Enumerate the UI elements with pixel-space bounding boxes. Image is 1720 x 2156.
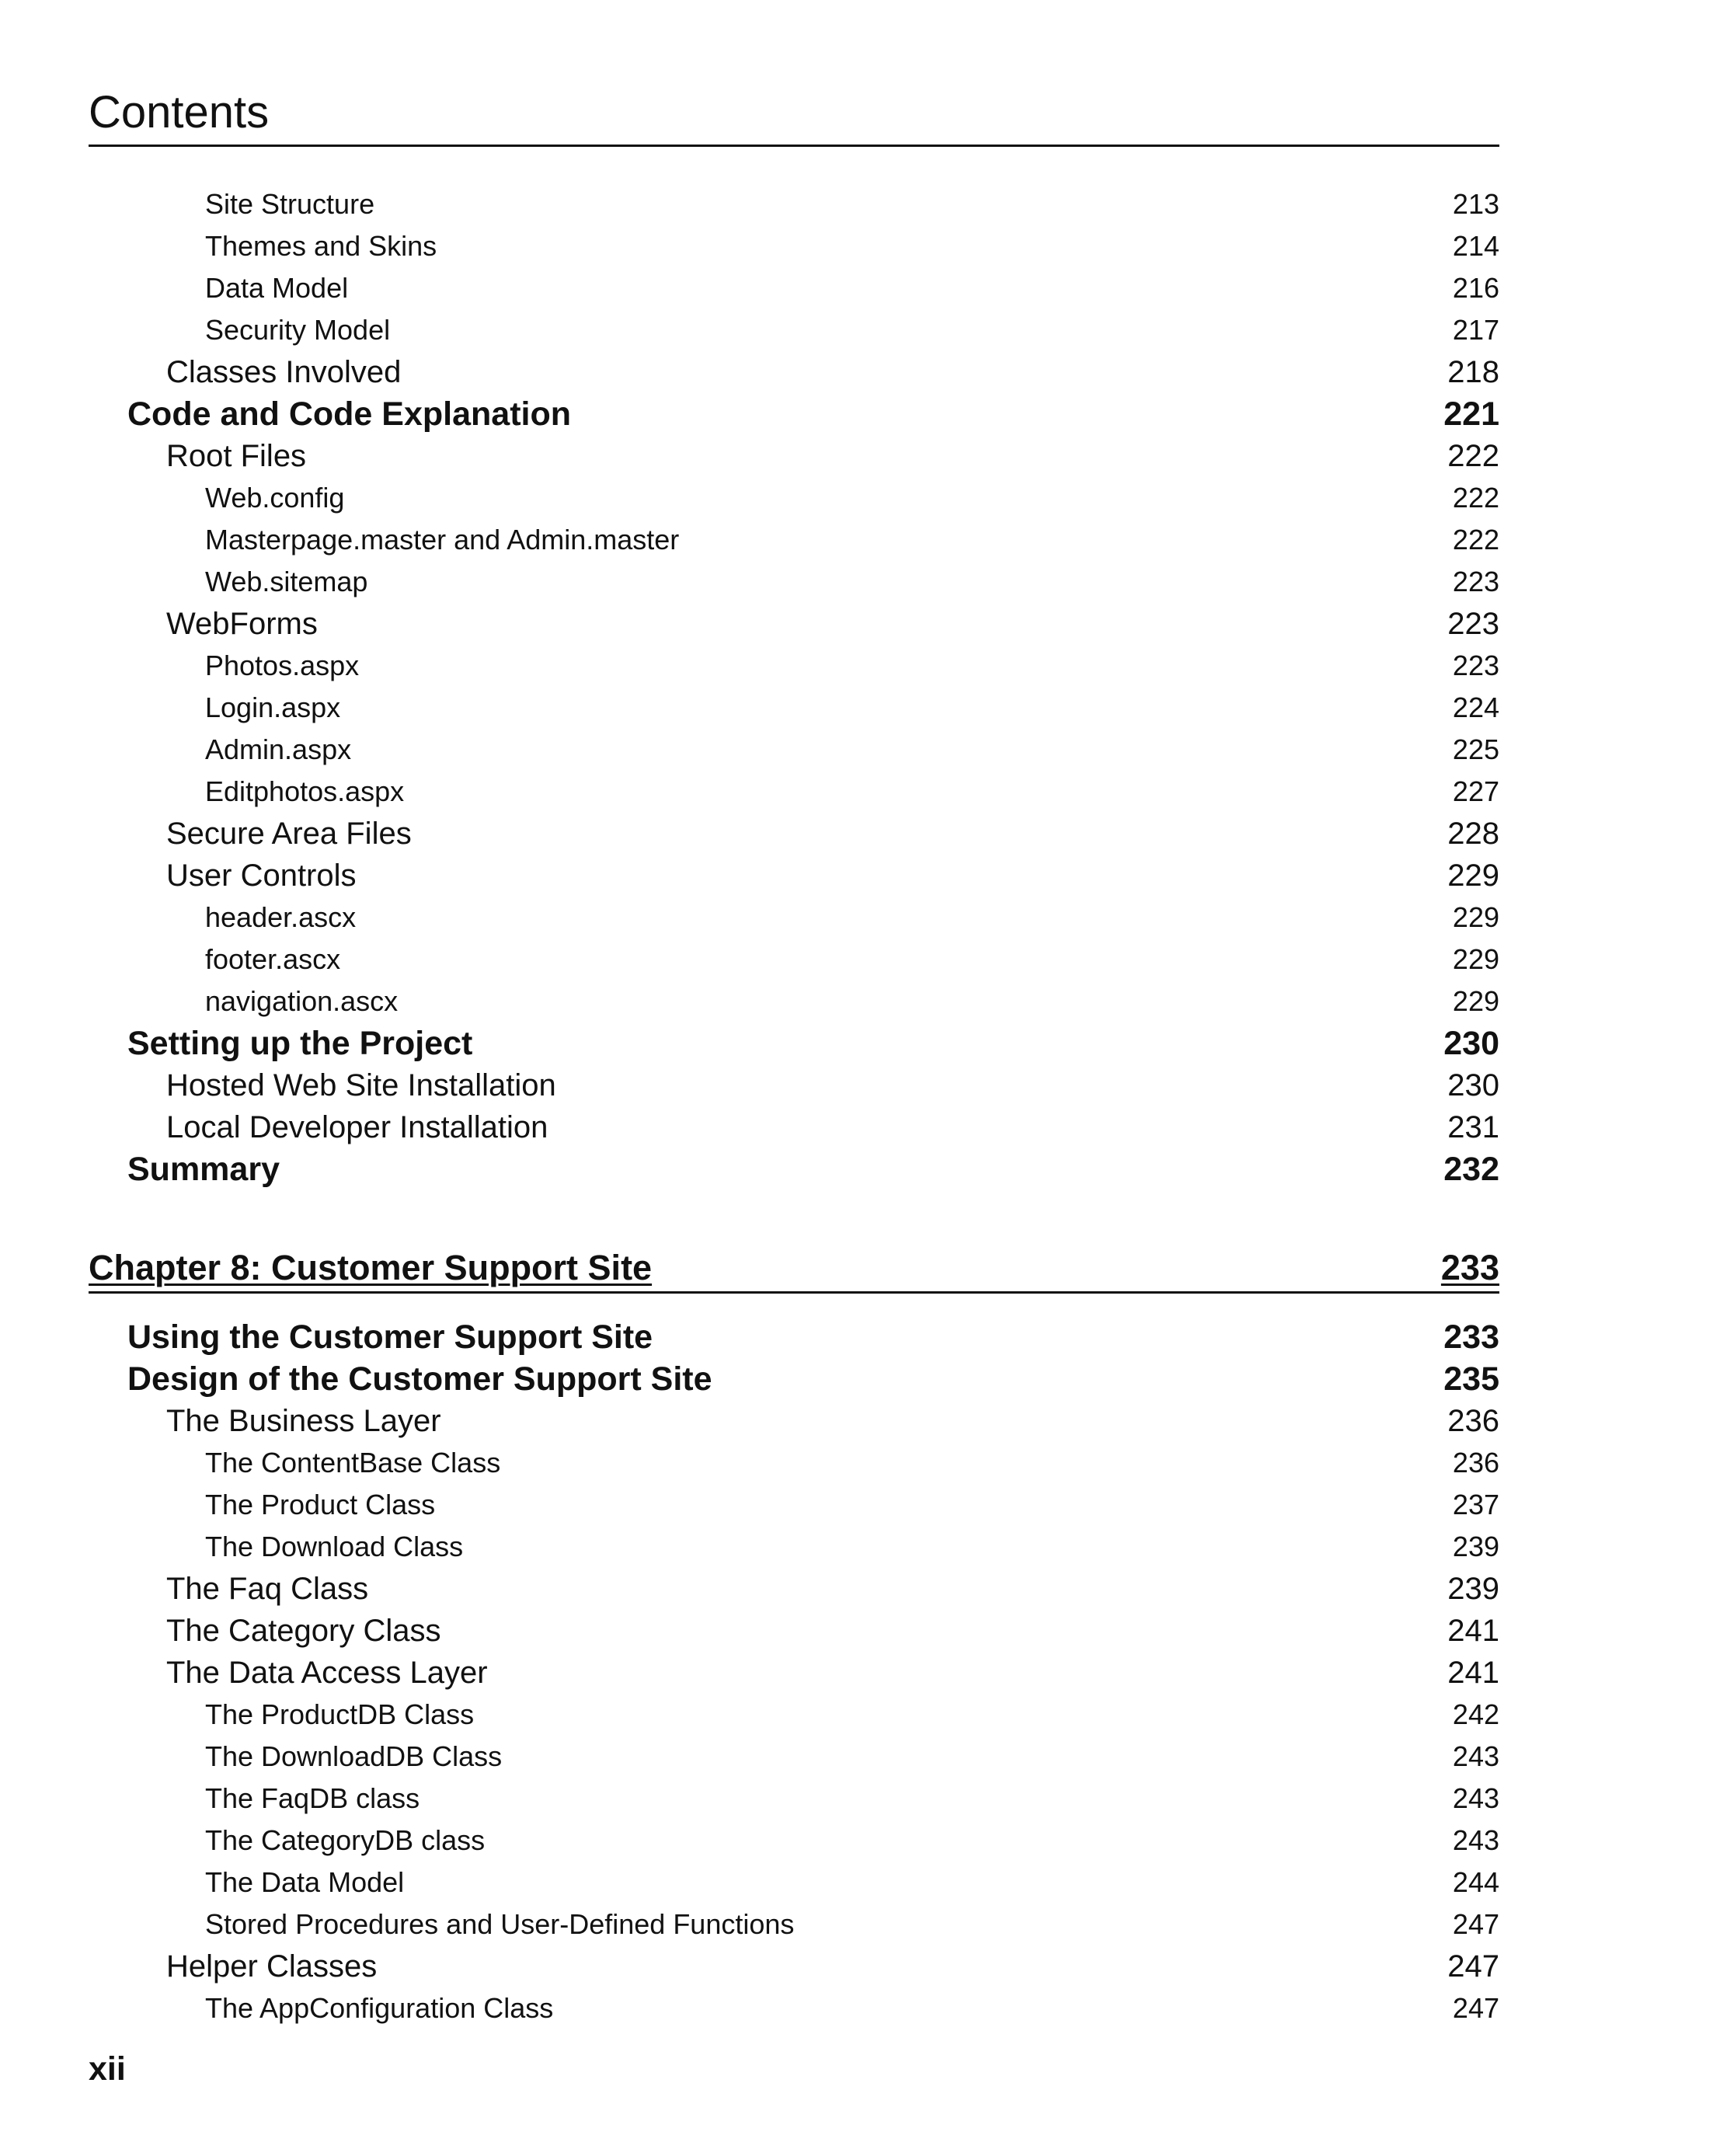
toc-entry-page: 229 bbox=[1452, 985, 1499, 1017]
toc-entry-page: 244 bbox=[1452, 1866, 1499, 1898]
toc-entry[interactable] bbox=[89, 1694, 1499, 1736]
toc-entry[interactable] bbox=[89, 939, 1499, 980]
toc-entry[interactable] bbox=[89, 393, 1499, 435]
toc-entry[interactable] bbox=[89, 183, 1499, 225]
toc-entry-page: 242 bbox=[1452, 1698, 1499, 1730]
toc-entry-page: 221 bbox=[1443, 395, 1499, 433]
toc-entry-title: Classes Involved bbox=[166, 355, 402, 389]
toc-entry[interactable] bbox=[89, 1022, 1499, 1064]
toc-entry[interactable] bbox=[89, 519, 1499, 561]
toc-entry-title: WebForms bbox=[166, 607, 318, 641]
toc-entry-title: The Faq Class bbox=[166, 1572, 369, 1606]
toc-entry-title: footer.ascx bbox=[205, 943, 341, 975]
toc-entry-title: Masterpage.master and Admin.master bbox=[205, 524, 680, 556]
toc-entry[interactable] bbox=[89, 687, 1499, 729]
toc-entry[interactable] bbox=[89, 1862, 1499, 1903]
toc-entry-page: 229 bbox=[1452, 943, 1499, 975]
toc-entry-page: 230 bbox=[1443, 1025, 1499, 1062]
toc-entry-page: 223 bbox=[1447, 607, 1499, 641]
toc-entry[interactable] bbox=[89, 1484, 1499, 1526]
toc-entry-title: Data Model bbox=[205, 272, 349, 304]
toc-entry-page: 223 bbox=[1452, 650, 1499, 681]
toc-entry[interactable] bbox=[89, 1106, 1499, 1148]
chapter-title: Chapter 8: Customer Support Site bbox=[89, 1248, 653, 1287]
toc-entry-title: Using the Customer Support Site bbox=[127, 1318, 653, 1356]
toc-entry[interactable] bbox=[89, 1148, 1499, 1190]
toc-entry-page: 239 bbox=[1447, 1572, 1499, 1606]
page-number: xii bbox=[89, 2050, 126, 2088]
toc-entry[interactable] bbox=[89, 477, 1499, 519]
toc-entry-page: 231 bbox=[1447, 1110, 1499, 1144]
toc-entry[interactable] bbox=[89, 1945, 1499, 1987]
toc-entry[interactable] bbox=[89, 1568, 1499, 1610]
toc-entry-page: 247 bbox=[1452, 1992, 1499, 2024]
toc-entry-title: The DownloadDB Class bbox=[205, 1740, 503, 1772]
toc-entry[interactable] bbox=[89, 309, 1499, 351]
toc-entry-title: Admin.aspx bbox=[205, 733, 352, 765]
toc-entry-page: 222 bbox=[1447, 439, 1499, 473]
toc-entry-title: Setting up the Project bbox=[127, 1025, 473, 1062]
toc-entry-page: 224 bbox=[1452, 691, 1499, 723]
toc-entry[interactable] bbox=[89, 729, 1499, 771]
toc-entry[interactable] bbox=[89, 771, 1499, 813]
toc-entry-title: Themes and Skins bbox=[205, 230, 437, 262]
toc-entry-page: 222 bbox=[1452, 524, 1499, 556]
toc-entry-title: Code and Code Explanation bbox=[127, 395, 571, 433]
toc-entry-page: 225 bbox=[1452, 733, 1499, 765]
toc-entry-page: 243 bbox=[1452, 1782, 1499, 1814]
toc-entry-title: Web.sitemap bbox=[205, 566, 368, 597]
toc-entry-page: 233 bbox=[1443, 1318, 1499, 1356]
toc-entry-title: The CategoryDB class bbox=[205, 1824, 486, 1856]
toc-entry-title: Editphotos.aspx bbox=[205, 775, 405, 807]
toc-entry[interactable] bbox=[89, 1064, 1499, 1106]
toc-entry-title: Photos.aspx bbox=[205, 650, 360, 681]
toc-entry[interactable] bbox=[89, 1400, 1499, 1442]
page-header bbox=[89, 84, 1499, 147]
toc-entry-title: Security Model bbox=[205, 314, 391, 346]
toc-entry-title: Web.config bbox=[205, 482, 345, 514]
toc-entry[interactable] bbox=[89, 1736, 1499, 1778]
toc-entry[interactable] bbox=[89, 980, 1499, 1022]
toc-entry-page: 239 bbox=[1452, 1531, 1499, 1562]
toc-entry-title: User Controls bbox=[166, 859, 357, 893]
toc-entry-title: The FaqDB class bbox=[205, 1782, 420, 1814]
toc-entry[interactable] bbox=[89, 351, 1499, 393]
toc-entry[interactable] bbox=[89, 1526, 1499, 1568]
toc-entry[interactable] bbox=[89, 897, 1499, 939]
toc-entry-title: The ContentBase Class bbox=[205, 1447, 501, 1479]
toc-entry-title: Secure Area Files bbox=[166, 817, 412, 851]
toc-entry-page: 227 bbox=[1452, 775, 1499, 807]
chapter-heading[interactable] bbox=[89, 1245, 1499, 1294]
toc-entry-page: 229 bbox=[1447, 859, 1499, 893]
toc-entry[interactable] bbox=[89, 645, 1499, 687]
toc-entry-title: The Data Model bbox=[205, 1866, 405, 1898]
toc-entry-page: 241 bbox=[1447, 1656, 1499, 1690]
toc-entry-page: 222 bbox=[1452, 482, 1499, 514]
toc-entry-title: Stored Procedures and User-Defined Functions bbox=[205, 1908, 795, 1940]
toc-entry-title: Design of the Customer Support Site bbox=[127, 1360, 712, 1398]
toc-entry[interactable] bbox=[89, 1820, 1499, 1862]
toc-entry-title: The Download Class bbox=[205, 1531, 464, 1562]
toc-entry-page: 235 bbox=[1443, 1360, 1499, 1398]
toc-entry-page: 218 bbox=[1447, 355, 1499, 389]
toc-entry[interactable] bbox=[89, 1652, 1499, 1694]
toc-entry[interactable] bbox=[89, 225, 1499, 267]
toc-entry[interactable] bbox=[89, 435, 1499, 477]
toc-entry-page: 237 bbox=[1452, 1489, 1499, 1520]
chapter-page: 233 bbox=[1440, 1248, 1499, 1287]
toc-entry[interactable] bbox=[89, 813, 1499, 855]
toc-entry-title: Local Developer Installation bbox=[166, 1110, 548, 1144]
toc-entry-title: The Business Layer bbox=[166, 1404, 441, 1438]
toc-entry-page: 241 bbox=[1447, 1614, 1499, 1648]
toc-entry-page: 247 bbox=[1447, 1949, 1499, 1984]
toc-entry[interactable] bbox=[89, 603, 1499, 645]
toc-entry-title: Root Files bbox=[166, 439, 307, 473]
toc-entry-title: Site Structure bbox=[205, 188, 375, 220]
toc-entry-page: 216 bbox=[1452, 272, 1499, 304]
toc-entry-title: The ProductDB Class bbox=[205, 1698, 475, 1730]
toc-entry-page: 236 bbox=[1447, 1404, 1499, 1438]
toc-entry-page: 232 bbox=[1443, 1151, 1499, 1188]
toc-entry-page: 243 bbox=[1452, 1824, 1499, 1856]
toc-entry[interactable] bbox=[89, 561, 1499, 603]
toc-entry-page: 247 bbox=[1452, 1908, 1499, 1940]
toc-entry[interactable] bbox=[89, 1442, 1499, 1484]
toc-entry-title: The Category Class bbox=[166, 1614, 441, 1648]
toc-entry-title: Summary bbox=[127, 1151, 280, 1188]
toc-entry-page: 230 bbox=[1447, 1068, 1499, 1102]
toc-entry[interactable] bbox=[89, 1987, 1499, 2029]
toc-entry-page: 223 bbox=[1452, 566, 1499, 597]
toc-entry-title: Login.aspx bbox=[205, 691, 341, 723]
toc-entry-title: Hosted Web Site Installation bbox=[166, 1068, 556, 1102]
toc-entry-page: 214 bbox=[1452, 230, 1499, 262]
toc-entry[interactable] bbox=[89, 1316, 1499, 1358]
toc-entry-page: 213 bbox=[1452, 188, 1499, 220]
toc-entry-title: header.ascx bbox=[205, 901, 357, 933]
toc-entry-title: The Product Class bbox=[205, 1489, 436, 1520]
toc-entry[interactable] bbox=[89, 1778, 1499, 1820]
toc-entry-title: The Data Access Layer bbox=[166, 1656, 488, 1690]
toc-entry-page: 236 bbox=[1452, 1447, 1499, 1479]
toc-entry-title: navigation.ascx bbox=[205, 985, 399, 1017]
page-title: Contents bbox=[89, 87, 270, 138]
toc-entry[interactable] bbox=[89, 1610, 1499, 1652]
toc-entry-page: 229 bbox=[1452, 901, 1499, 933]
toc-entry[interactable] bbox=[89, 855, 1499, 897]
toc-entry-page: 243 bbox=[1452, 1740, 1499, 1772]
toc-entry-page: 228 bbox=[1447, 817, 1499, 851]
toc-entry-title: The AppConfiguration Class bbox=[205, 1992, 554, 2024]
toc-entry[interactable] bbox=[89, 1903, 1499, 1945]
toc-entry[interactable] bbox=[89, 267, 1499, 309]
toc-entry[interactable] bbox=[89, 1358, 1499, 1400]
toc-entry-page: 217 bbox=[1452, 314, 1499, 346]
toc-entry-title: Helper Classes bbox=[166, 1949, 378, 1984]
